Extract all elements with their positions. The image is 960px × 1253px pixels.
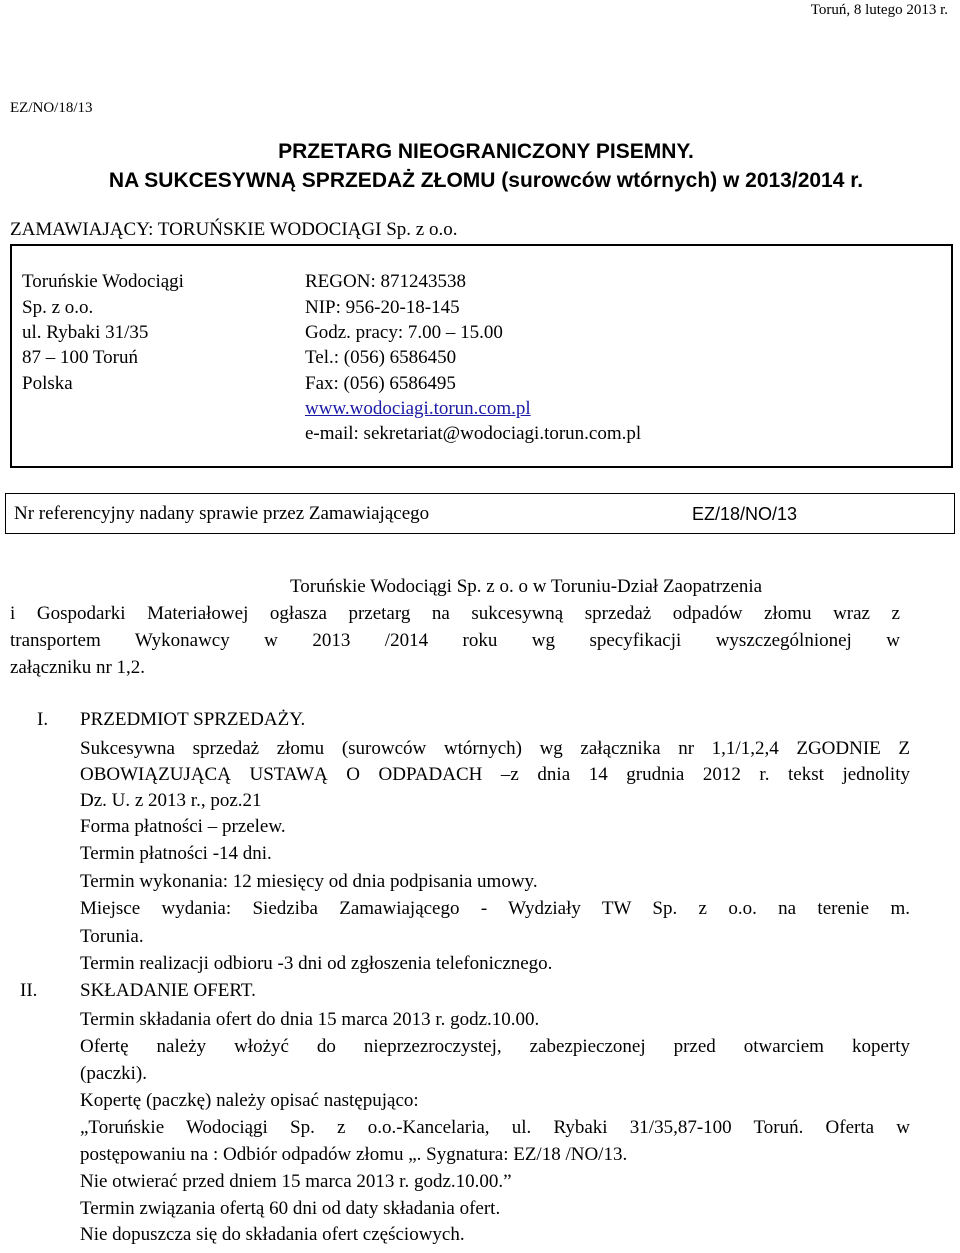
address-line: 87 – 100 Toruń <box>22 347 139 368</box>
section-line: (paczki). <box>80 1063 147 1084</box>
section-line: Nie otwierać przed dniem 15 marca 2013 r. godz.10.00.” <box>80 1171 512 1192</box>
section-heading: PRZEDMIOT SPRZEDAŻY. <box>80 709 306 730</box>
address-line: Sp. z o.o. <box>22 297 94 318</box>
telephone: Tel.: (056) 6586450 <box>305 347 457 368</box>
title-line-2: NA SUKCESYWNĄ SPRZEDAŻ ZŁOMU (surowców wtórnych) w 2013/2014 r. <box>108 169 864 192</box>
section-line: Termin płatności -14 dni. <box>80 843 272 864</box>
intro-line: Toruńskie Wodociągi Sp. z o. o w Toruniu-Dział Zaopatrzenia <box>290 576 763 597</box>
address-line: Polska <box>22 373 73 394</box>
section-line: postępowaniu na : Odbiór odpadów złomu „. Sygnatura: EZ/18 /NO/13. <box>80 1144 628 1165</box>
address-line: ul. Rybaki 31/35 <box>22 322 149 343</box>
regon: REGON: 871243538 <box>305 271 466 292</box>
reference-value: EZ/18/NO/13 <box>692 504 798 524</box>
fax: Fax: (056) 6586495 <box>305 373 456 394</box>
section-line: Termin wykonania: 12 miesięcy od dnia podpisania umowy. <box>80 871 538 892</box>
intro-line: transportem Wykonawcy w 2013 /2014 roku wg specyfikacji wyszczególnionej w <box>10 630 900 651</box>
section-line: Termin związania ofertą 60 dni od daty składania ofert. <box>80 1198 501 1219</box>
section-line: Dz. U. z 2013 r., poz.21 <box>80 790 262 811</box>
section-heading: SKŁADANIE OFERT. <box>80 980 256 1001</box>
section-number: I. <box>37 709 49 730</box>
section-line: Forma płatności – przelew. <box>80 816 286 837</box>
document-date: Toruń, 8 lutego 2013 r. <box>810 2 948 18</box>
section-line: „Toruńskie Wodociągi Sp. z o.o.-Kancelaria, ul. Rybaki 31/35,87-100 Toruń. Oferta w <box>80 1117 910 1138</box>
reference-label: Nr referencyjny nadany sprawie przez Zamawiającego <box>14 503 430 524</box>
email: e-mail: sekretariat@wodociagi.torun.com.pl <box>305 423 642 444</box>
section-line: Termin realizacji odbioru -3 dni od zgłoszenia telefonicznego. <box>80 953 553 974</box>
section-line: Kopertę (paczkę) należy opisać następująco: <box>80 1090 419 1111</box>
website-link[interactable]: www.wodociagi.torun.com.pl <box>305 398 531 419</box>
document-reference: EZ/NO/18/13 <box>10 100 93 116</box>
intro-line: i Gospodarki Materiałowej ogłasza przetarg na sukcesywną sprzedaż odpadów złomu wraz z <box>10 603 900 624</box>
section-line: OBOWIĄZUJĄCĄ USTAWĄ O ODPADACH –z dnia 14 grudnia 2012 r. tekst jednolity <box>80 764 910 785</box>
section-line: Nie dopuszcza się do składania ofert częściowych. <box>80 1224 465 1245</box>
section-number: II. <box>20 980 38 1001</box>
buyer-heading: ZAMAWIAJĄCY: TORUŃSKIE WODOCIĄGI Sp. z o.o. <box>10 219 458 240</box>
intro-line: załączniku nr 1,2. <box>10 657 146 678</box>
nip: NIP: 956-20-18-145 <box>305 297 460 318</box>
title-line-1: PRZETARG NIEOGRANICZONY PISEMNY. <box>278 140 694 163</box>
section-line: Ofertę należy włożyć do nieprzezroczystej, zabezpieczonej przed otwarciem koperty <box>80 1036 910 1057</box>
section-line: Sukcesywna sprzedaż złomu (surowców wtórnych) wg załącznika nr 1,1/1,2,4 ZGODNIE Z <box>80 738 910 759</box>
office-hours: Godz. pracy: 7.00 – 15.00 <box>305 322 503 343</box>
section-line: Miejsce wydania: Siedziba Zamawiającego - Wydziały TW Sp. z o.o. na terenie m. <box>80 898 910 919</box>
section-line: Torunia. <box>80 926 144 947</box>
section-line: Termin składania ofert do dnia 15 marca 2013 r. godz.10.00. <box>80 1009 540 1030</box>
address-line: Toruńskie Wodociągi <box>22 271 184 292</box>
